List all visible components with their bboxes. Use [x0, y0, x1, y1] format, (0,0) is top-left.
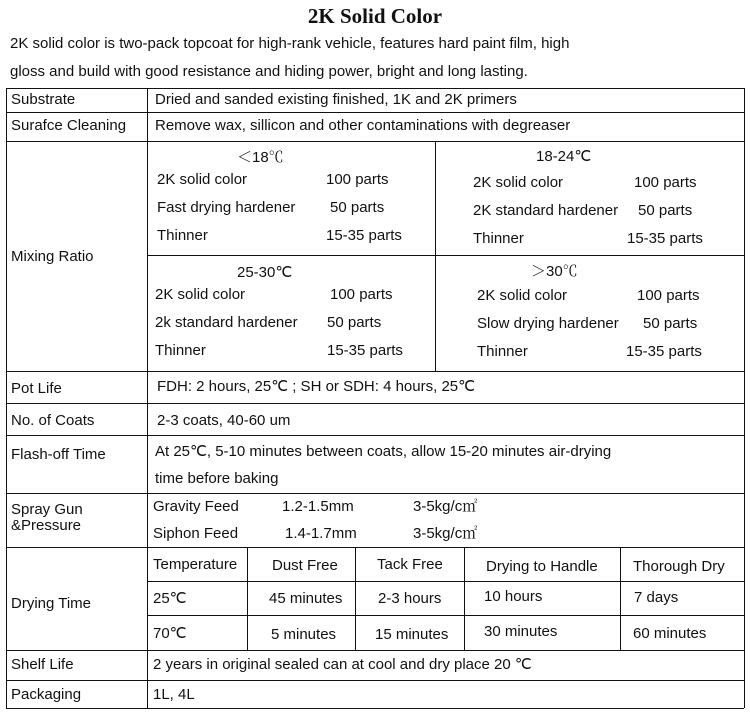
drying-cell: 25℃: [153, 590, 187, 607]
intro-line: 2K solid color is two-pack topcoat for high-rank vehicle, features hard paint film, high: [10, 35, 570, 52]
drying-cell: 15 minutes: [375, 626, 449, 643]
mix-temp: 18-24℃: [536, 148, 592, 165]
row-divider: [6, 493, 744, 494]
row-divider: [6, 371, 744, 372]
mix-item-parts: 50 parts: [327, 314, 382, 331]
row-label-flash: Flash-off Time: [11, 446, 106, 463]
drying-header: Tack Free: [377, 556, 443, 573]
mix-item-parts: 15-35 parts: [326, 227, 402, 244]
mix-item-name: 2K solid color: [473, 174, 564, 191]
row-divider: [6, 708, 744, 709]
drying-divider: [620, 547, 621, 650]
spray-method: Gravity Feed: [153, 498, 239, 515]
drying-cell: 45 minutes: [269, 590, 343, 607]
table-border: [744, 88, 745, 708]
row-label-substrate: Substrate: [11, 91, 76, 108]
row-label-drying: Drying Time: [11, 595, 92, 612]
mix-item-parts: 50 parts: [638, 202, 693, 219]
row-divider: [6, 141, 744, 142]
row-label-mixing: Mixing Ratio: [11, 248, 94, 265]
mixing-divider: [435, 141, 436, 371]
drying-cell: 70℃: [153, 625, 187, 642]
mix-temp: ＞30℃: [531, 263, 578, 280]
row-divider: [6, 547, 744, 548]
drying-cell: 30 minutes: [484, 623, 558, 640]
row-divider: [6, 435, 744, 436]
mix-item-name: 2K solid color: [157, 171, 248, 188]
mix-item-name: 2K solid color: [155, 286, 246, 303]
substrate-value: Dried and sanded existing finished, 1K and 2K primers: [155, 91, 517, 108]
mix-item-name: 2k standard hardener: [155, 314, 298, 331]
mix-temp: ＜18℃: [237, 149, 284, 166]
drying-divider: [464, 547, 465, 650]
row-divider: [6, 650, 744, 651]
potlife-value: FDH: 2 hours, 25℃ ; SH or SDH: 4 hours, 25℃: [157, 378, 475, 395]
drying-divider: [247, 547, 248, 650]
row-divider: [6, 88, 744, 89]
table-border: [6, 88, 7, 708]
row-label-spray: Spray Gun: [11, 501, 83, 518]
drying-divider: [355, 547, 356, 650]
row-divider: [6, 112, 744, 113]
row-label-packaging: Packaging: [11, 686, 82, 703]
drying-cell: 2-3 hours: [378, 590, 442, 607]
mix-temp: 25-30℃: [237, 264, 293, 281]
flash-value: time before baking: [155, 470, 279, 487]
mix-item-parts: 15-35 parts: [327, 342, 403, 359]
drying-cell: 60 minutes: [633, 625, 707, 642]
mix-item-name: Thinner: [155, 342, 206, 359]
mix-item-name: Slow drying hardener: [477, 315, 619, 332]
intro-text: [10, 30, 740, 86]
spray-pressure: 3-5kg/c㎡: [413, 525, 478, 542]
mix-item-name: Fast drying hardener: [157, 199, 296, 216]
packaging-value: 1L, 4L: [153, 686, 195, 703]
mix-item-name: Thinner: [157, 227, 208, 244]
coats-value: 2-3 coats, 40-60 um: [157, 412, 291, 429]
mix-item-parts: 100 parts: [634, 174, 697, 191]
page-title: 2K Solid Color: [307, 4, 443, 28]
row-label-shelf: Shelf Life: [11, 656, 74, 673]
mixing-divider: [147, 255, 744, 256]
drying-header: Dust Free: [272, 557, 338, 574]
cleaning-value: Remove wax, sillicon and other contaminations with degreaser: [155, 117, 571, 134]
mix-item-name: 2K solid color: [477, 287, 568, 304]
drying-cell: 10 hours: [484, 588, 543, 605]
drying-cell: 5 minutes: [271, 626, 337, 643]
mix-item-name: Thinner: [477, 343, 528, 360]
mix-item-parts: 15-35 parts: [626, 343, 702, 360]
mix-item-parts: 15-35 parts: [627, 230, 703, 247]
drying-header: Thorough Dry: [633, 558, 725, 575]
drying-divider: [147, 581, 744, 582]
mix-item-name: 2K standard hardener: [473, 202, 619, 219]
mix-item-parts: 50 parts: [643, 315, 698, 332]
spray-method: Siphon Feed: [153, 525, 239, 542]
spray-size: 1.2-1.5mm: [282, 498, 354, 515]
row-divider: [6, 403, 744, 404]
spray-pressure: 3-5kg/c㎡: [413, 498, 478, 515]
mix-item-parts: 100 parts: [326, 171, 389, 188]
row-divider: [6, 680, 744, 681]
row-label-coats: No. of Coats: [11, 412, 95, 429]
mix-item-parts: 50 parts: [330, 199, 385, 216]
table-border: [147, 88, 148, 708]
spray-size: 1.4-1.7mm: [285, 525, 357, 542]
row-label-spray: &Pressure: [11, 517, 82, 534]
drying-divider: [147, 615, 744, 616]
row-label-potlife: Pot Life: [11, 380, 62, 397]
drying-header: Drying to Handle: [486, 558, 598, 575]
flash-value: At 25℃, 5-10 minutes between coats, allow 15-20 minutes air-drying: [155, 443, 612, 460]
row-label-cleaning: Surafce Cleaning: [11, 117, 127, 134]
mix-item-parts: 100 parts: [330, 286, 393, 303]
intro-line: gloss and build with good resistance and hiding power, bright and long lasting.: [10, 63, 528, 80]
shelf-value: 2 years in original sealed can at cool and dry place 20 ℃: [153, 656, 532, 673]
drying-header: Temperature: [153, 556, 238, 573]
mix-item-name: Thinner: [473, 230, 524, 247]
drying-cell: 7 days: [634, 589, 679, 606]
mix-item-parts: 100 parts: [637, 287, 700, 304]
